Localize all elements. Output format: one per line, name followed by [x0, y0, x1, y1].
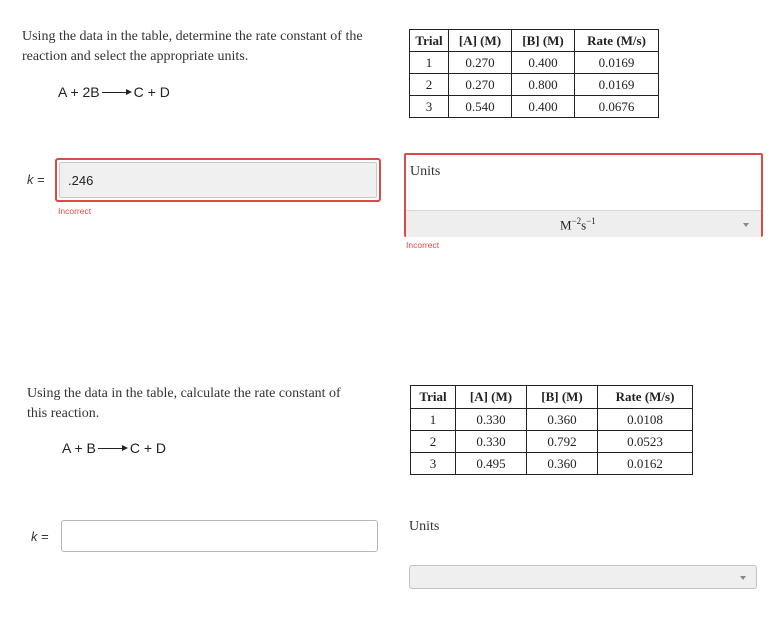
- table-header-row: [411, 386, 693, 409]
- q2-data-table: [410, 385, 693, 475]
- table-row: 3 0.495 0.360 0.0162: [411, 453, 693, 475]
- q2-units-label: Units: [409, 519, 440, 534]
- q1-k-label: k =: [27, 172, 45, 187]
- caret-down-icon[interactable]: [740, 576, 746, 580]
- q2-prompt: Using the data in the table, calculate the rate constant of this reaction.: [27, 386, 341, 421]
- table-row: 1 0.330 0.360 0.0108: [411, 409, 693, 431]
- col-header-a: [A] (M): [456, 386, 527, 409]
- q1-units-feedback: Incorrect: [406, 240, 440, 250]
- q1-prompt: Using the data in the table, determine the rate constant of the reaction and select the appropriate units.: [22, 29, 363, 64]
- q1-k-feedback: Incorrect: [58, 206, 92, 216]
- reaction-arrow-icon: [102, 88, 132, 98]
- q1-k-input[interactable]: [55, 158, 381, 202]
- col-header-trial: Trial: [411, 386, 456, 409]
- table-row: 3 0.540 0.400 0.0676: [410, 96, 659, 118]
- q1-units-selected: $M^{-2}s^{-1}$: [560, 216, 596, 233]
- table-row: 2 0.270 0.800 0.0169: [410, 74, 659, 96]
- q1-units-select[interactable]: [406, 210, 761, 237]
- q1-units-label: Units: [410, 164, 441, 179]
- q1-equation: A + 2B C + D: [58, 84, 170, 100]
- caret-down-icon[interactable]: [743, 223, 749, 227]
- reaction-arrow-icon: [98, 444, 128, 454]
- col-header-rate: Rate (M/s): [575, 30, 659, 52]
- q1-k-input-field[interactable]: .246: [59, 162, 377, 198]
- col-header-rate: Rate (M/s): [598, 386, 693, 409]
- col-header-a: [A] (M): [449, 30, 512, 52]
- col-header-b: [B] (M): [527, 386, 598, 409]
- col-header-b: [B] (M): [512, 30, 575, 52]
- table-row: 2 0.330 0.792 0.0523: [411, 431, 693, 453]
- col-header-trial: Trial: [410, 30, 449, 52]
- q2-units-select[interactable]: [409, 565, 757, 589]
- q2-k-label: k =: [31, 529, 49, 544]
- q2-k-input[interactable]: [61, 520, 378, 552]
- q1-data-table: [409, 29, 659, 118]
- q1-units-box: [404, 153, 763, 237]
- table-row: 1 0.270 0.400 0.0169: [410, 52, 659, 74]
- table-header-row: [410, 30, 659, 52]
- q2-equation: A + B C + D: [62, 440, 167, 456]
